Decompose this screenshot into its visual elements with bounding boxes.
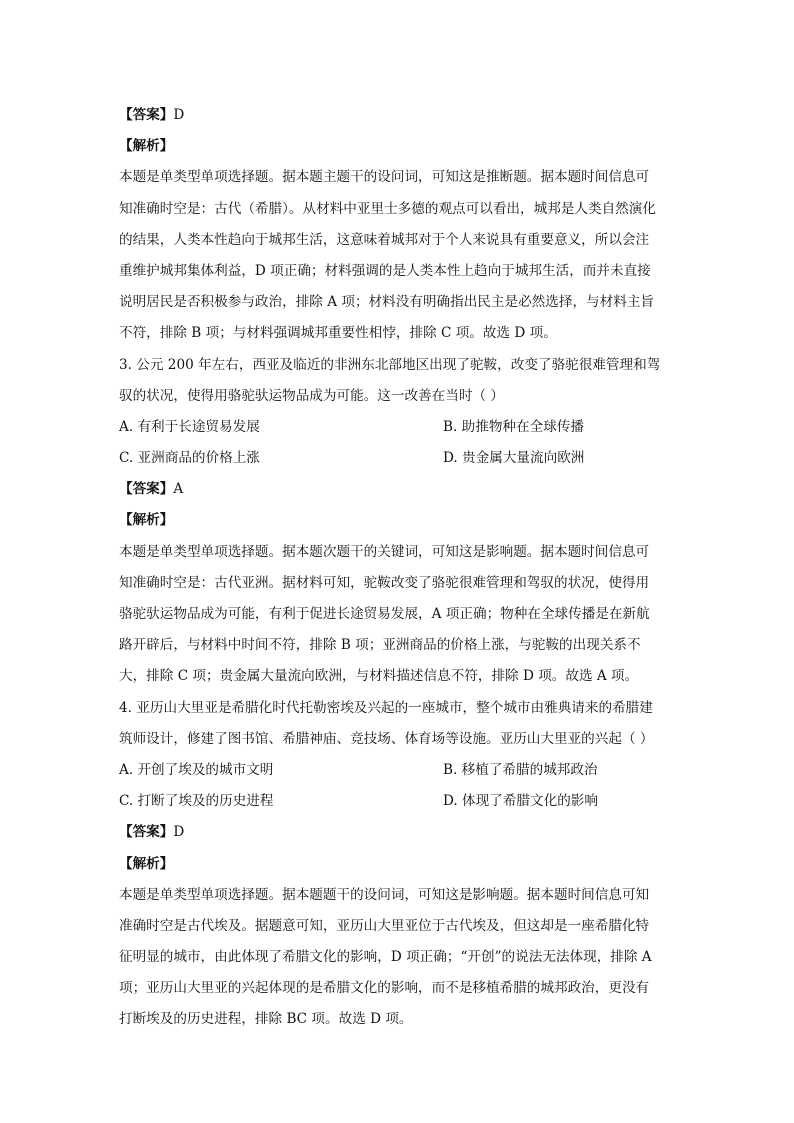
q2-analysis-line: 不符，排除 B 项；与材料强调城邦重要性相悖，排除 C 项。故选 D 项。 bbox=[119, 325, 557, 342]
q3-answer bbox=[119, 474, 679, 505]
q4-analysis-label: 【解析】 bbox=[119, 855, 174, 872]
q3-analysis-line: 知准确时空是：古代亚洲。据材料可知，驼鞍改变了骆驼很难管理和驾驭的状况，使得用 bbox=[119, 574, 650, 591]
q3-option-d: D. 贵金属大量流向欧洲 bbox=[443, 450, 585, 467]
q3-options-row-1 bbox=[119, 412, 679, 443]
q3-stem-line: 驭的状况，使得用骆驼驮运物品成为可能。这一改善在当时（ ） bbox=[119, 387, 504, 404]
q4-option-a: A. 开创了埃及的城市文明 bbox=[119, 761, 274, 778]
q4-option-d: D. 体现了希腊文化的影响 bbox=[443, 793, 598, 810]
q2-analysis-line: 的结果，人类本性趋向于城邦生活，这意味着城邦对于个人来说具有重要意义，所以会注 bbox=[119, 231, 650, 248]
q4-analysis-line: 打断埃及的历史进程，排除 BC 项。故选 D 项。 bbox=[119, 1011, 413, 1028]
answer-value: A bbox=[173, 481, 184, 498]
q2-analysis-line: 本题是单类型单项选择题。据本题主题干的设问词，可知这是推断题。据本题时间信息可 bbox=[119, 169, 650, 186]
q3-option-b: B. 助推物种在全球传播 bbox=[443, 418, 584, 435]
q4-stem-line: 4. 亚历山大里亚是希腊化时代托勒密埃及兴起的一座城市，整个城市由雅典请来的希腊建 bbox=[119, 699, 653, 716]
q4-answer bbox=[119, 817, 679, 848]
answer-value: D bbox=[173, 824, 185, 841]
q4-analysis-line: 项；亚历山大里亚的兴起体现的是希腊文化的影响，而不是移植希腊的城邦政治，更没有 bbox=[119, 980, 650, 997]
answer-label: 【答案】 bbox=[119, 481, 174, 498]
q3-option-a: A. 有利于长途贸易发展 bbox=[119, 418, 260, 435]
q4-option-b: B. 移植了希腊的城邦政治 bbox=[443, 761, 598, 778]
q3-stem-line: 3. 公元 200 年左右，西亚及临近的非洲东北部地区出现了驼鞍，改变了骆驼很难管理和驾 bbox=[119, 356, 661, 373]
q4-analysis-line: 准确时空是古代埃及。据题意可知，亚历山大里亚位于古代埃及，但这却是一座希腊化特 bbox=[119, 917, 650, 934]
page-content bbox=[119, 100, 679, 1036]
q3-analysis-line: 路开辟后，与材料中时间不符，排除 B 项；亚洲商品的价格上涨，与驼鞍的出现关系不 bbox=[119, 637, 641, 654]
q4-options-row-1 bbox=[119, 755, 679, 786]
answer-label: 【答案】 bbox=[119, 824, 174, 841]
q4-option-c: C. 打断了埃及的历史进程 bbox=[119, 793, 274, 810]
q3-analysis-line: 骆驼驮运物品成为可能，有利于促进长途贸易发展，A 项正确；物种在全球传播是在新航 bbox=[119, 606, 650, 622]
q2-analysis-line: 重维护城邦集体利益，D 项正确；材料强调的是人类本性上趋向于城邦生活，而并未直接 bbox=[119, 262, 651, 279]
q4-stem-line: 筑师设计，修建了图书馆、希腊神庙、竞技场、体育场等设施。亚历山大里亚的兴起（ ） bbox=[119, 730, 654, 747]
q3-options-row-2 bbox=[119, 443, 679, 474]
answer-value: D bbox=[173, 107, 185, 123]
q3-analysis-label: 【解析】 bbox=[119, 512, 174, 529]
q3-option-c: C. 亚洲商品的价格上涨 bbox=[119, 450, 260, 467]
q2-analysis-line: 知准确时空是：古代（希腊）。从材料中亚里士多德的观点可以看出，城邦是人类自然演化 bbox=[119, 200, 656, 217]
q3-analysis-line: 本题是单类型单项选择题。据本题次题干的关键词，可知这是影响题。据本题时间信息可 bbox=[119, 543, 650, 560]
q4-analysis-line: 本题是单类型单项选择题。据本题题干的设问词，可知这是影响题。据本题时间信息可知 bbox=[119, 886, 650, 903]
q2-analysis-line: 说明居民是否积极参与政治，排除 A 项；材料没有明确指出民主是必然选择，与材料主旨 bbox=[119, 294, 655, 311]
q2-answer bbox=[119, 100, 679, 131]
q4-options-row-2 bbox=[119, 786, 679, 817]
q2-analysis-label: 【解析】 bbox=[119, 138, 174, 155]
answer-label: 【答案】 bbox=[119, 107, 174, 123]
q3-analysis-line: 大，排除 C 项；贵金属大量流向欧洲，与材料描述信息不符，排除 D 项。故选 A 项。 bbox=[119, 668, 639, 685]
q4-analysis-line: 征明显的城市，由此体现了希腊文化的影响，D 项正确；“开创”的说法无法体现，排除 A bbox=[119, 949, 652, 966]
